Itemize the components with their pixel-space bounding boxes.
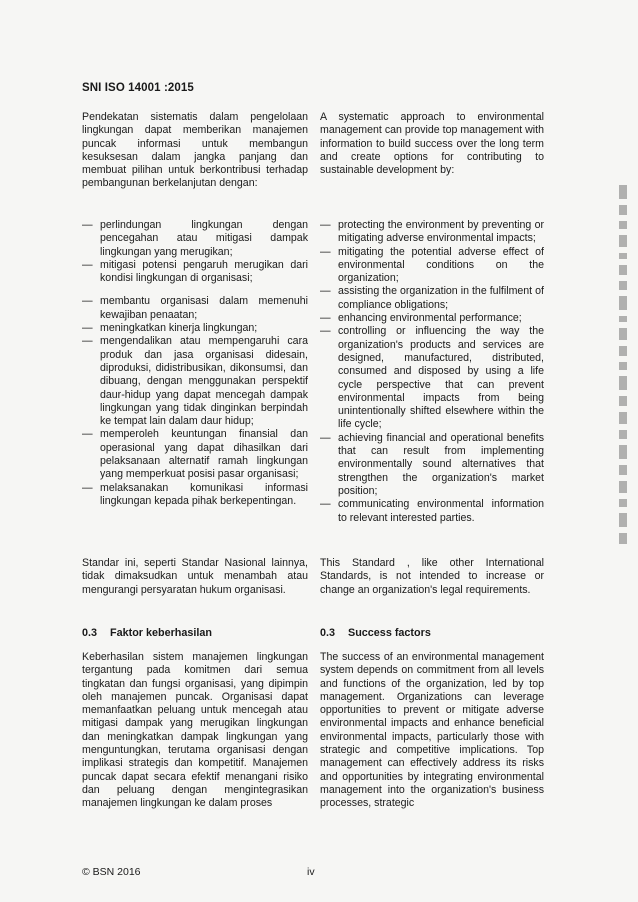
intro-paragraph-en (320, 111, 544, 177)
success-text-en: The success of an environmental management system depends on commitment from all levels and functions of the organization, led by top management. Organizations can leverage opportunities to prevent or mitigate adverse environmental impacts and enhance beneficial environmental impacts, particularly those with strategic and competitive implications. Top management can effectively address its risks and opportunities by integrating environmental management into the organization's business processes, strategic (320, 651, 544, 810)
list-item: — controlling or influencing the way the organization's products and services are designed, manufactured, distributed, consumed and disposed by using a life cycle perspective that can prevent environmental impacts from being unintentionally shifted elsewhere within the life cycle; (320, 325, 544, 431)
benefit-list-id (82, 219, 308, 508)
section-title-en: Success factors (348, 627, 431, 639)
success-paragraph-en (320, 651, 544, 811)
note-text-en: This Standard , like other International Standards, is not intended to increase or change an organization's legal requirements. (320, 557, 544, 596)
section-heading-en (320, 627, 431, 639)
footer-copyright: © BSN 2016 (82, 866, 141, 878)
note-text-id: Standar ini, seperti Standar Nasional lainnya, tidak dimaksudkan untuk menambah atau mengurangi persyaratan hukum organisasi. (82, 557, 308, 596)
standard-header: SNI ISO 14001 :2015 (82, 82, 194, 94)
standard-note-en (320, 557, 544, 597)
list-item: — assisting the organization in the fulfilment of compliance obligations; (320, 285, 544, 312)
list-item: — mengendalikan atau mempengaruhi cara produk dan jasa organisasi didesain, diproduksi, didistribusikan, dikonsumsi, dan dibuang, dengan menggunakan perspektif daur-hidup yang dapat mencegah dampak lingkungan yang tidak dinginkan berpindah ke tempat lain dalam daur hidup; (82, 335, 308, 428)
section-number: 0.3 (320, 627, 336, 639)
list-item: — perlindungan lingkungan dengan pencegahan atau mitigasi dampak lingkungan yang merugikan; (82, 219, 308, 259)
intro-paragraph-id (82, 111, 308, 191)
intro-text-id: Pendekatan sistematis dalam pengelolaan lingkungan dapat memberikan manajemen puncak informasi untuk membangun kesuksesan dalam jangka panjang dan membuat pilihan untuk berkontribusi terhadap pembangunan berkelanjutan dengan: (82, 111, 308, 190)
scan-watermark (614, 185, 632, 745)
list-item: — mitigating the potential adverse effect of environmental conditions on the organization; (320, 246, 544, 286)
footer-page-number: iv (307, 866, 315, 878)
list-item: — memperoleh keuntungan finansial dan operasional yang dapat dihasilkan dari pelaksanaan alternatif ramah lingkungan yang memperkuat posisi pasar organisasi; (82, 428, 308, 481)
list-item: — communicating environmental information to relevant interested parties. (320, 498, 544, 525)
list-item: — achieving financial and operational benefits that can result from implementing environmentally sound alternatives that strengthen the organization's market position; (320, 432, 544, 498)
success-paragraph-id (82, 651, 308, 811)
section-number: 0.3 (82, 627, 98, 639)
list-item: — meningkatkan kinerja lingkungan; (82, 322, 308, 335)
intro-text-en: A systematic approach to environmental management can provide top management with information to build success over the long term and create options for contributing to sustainable development by: (320, 111, 544, 177)
list-item: — protecting the environment by preventing or mitigating adverse environmental impacts; (320, 219, 544, 246)
list-item: — mitigasi potensi pengaruh merugikan dari kondisi lingkungan di organisasi; (82, 259, 308, 286)
benefit-list-en (320, 219, 544, 525)
standard-note-id (82, 557, 308, 597)
list-item: — enhancing environmental performance; (320, 312, 544, 325)
section-heading-id (82, 627, 212, 639)
success-text-id: Keberhasilan sistem manajemen lingkungan tergantung pada komitmen dari semua tingkatan dan fungsi organisasi, yang dipimpin oleh manajemen puncak. Organisasi dapat memanfaatkan peluang untuk mencegah atau mitigasi dampak yang merugikan lingkungan dan meningkatkan dampak lingkungan yang menguntungkan, terutama organisasi dengan implikasi strategis dan kompetitif. Manajemen puncak dapat secara efektif menangani risiko dan peluang dengan mengintegrasikan manajemen lingkungan ke dalam proses (82, 651, 308, 810)
list-item: — melaksanakan komunikasi informasi lingkungan kepada pihak berkepentingan. (82, 482, 308, 509)
section-title-id: Faktor keberhasilan (110, 627, 213, 639)
list-item: — membantu organisasi dalam memenuhi kewajiban penaatan; (82, 295, 308, 322)
